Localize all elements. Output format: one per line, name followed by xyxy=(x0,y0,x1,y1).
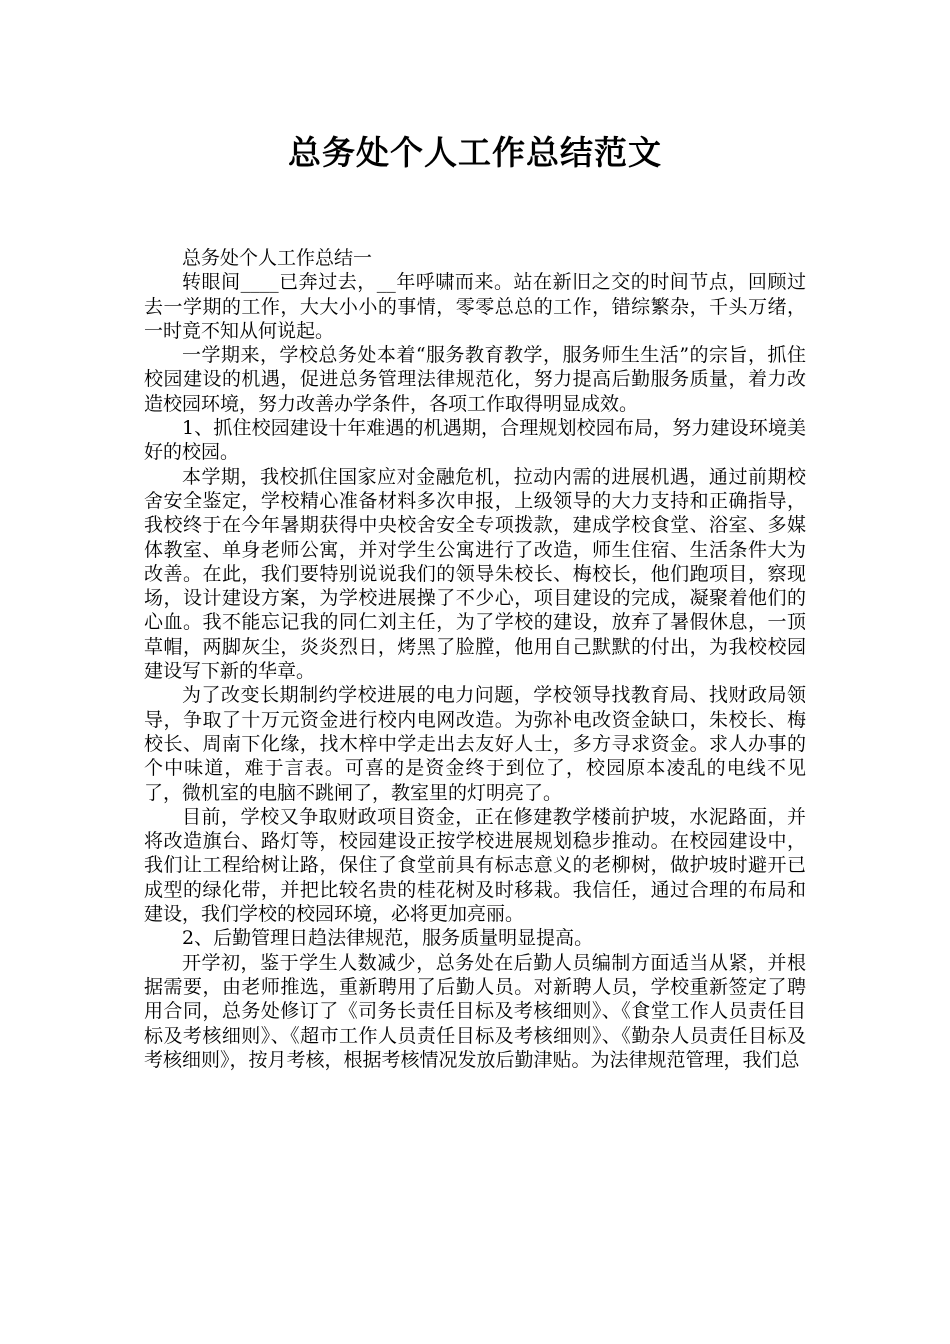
document-body xyxy=(144,246,806,1072)
body-paragraph: 开学初，鉴于学生人数减少，总务处在后勤人员编制方面适当从紧，并根据需要，由老师推选，重新聘用了后勤人员。对新聘人员，学校重新签定了聘用合同，总务处修订了《司务长责任目标及考核细则》、《食堂工作人员责任目标及考核细则》、《超市工作人员责任目标及考核细则》、《勤杂人员责任目标及考核细则》，按月考核，根据考核情况发放后勤津贴。为法律规范管理，我们总 xyxy=(144,951,806,1071)
body-paragraph: 一学期来，学校总务处本着“服务教育教学，服务师生生活”的宗旨，抓住校园建设的机遇，促进总务管理法律规范化，努力提高后勤服务质量，着力改造校园环境，努力改善办学条件，各项工作取得明显成效。 xyxy=(144,344,806,415)
body-paragraph: 转眼间____已奔过去，__年呼啸而来。站在新旧之交的时间节点，回顾过去一学期的工作，大大小小的事情，零零总总的工作，错综繁杂，千头万绪，一时竟不知从何说起。 xyxy=(144,271,806,342)
body-paragraph: 本学期，我校抓住国家应对金融危机，拉动内需的进展机遇，通过前期校舍安全鉴定，学校精心准备材料多次申报，上级领导的大力支持和正确指导，我校终于在今年暑期获得中央校舍安全专项拨款，建成学校食堂、浴室、多媒体教室、单身老师公寓，并对学生公寓进行了改造，师生住宿、生活条件大为改善。在此，我们要特别说说我们的领导朱校长、梅校长，他们跑项目，察现场，设计建设方案，为学校进展操了不少心，项目建设的完成，凝聚着他们的心血。我不能忘记我的同仁刘主任，为了学校的建设，放弃了暑假休息，一顶草帽，两脚灰尘，炎炎烈日，烤黑了脸膛，他用自己默默的付出，为我校校园建设写下新的华章。 xyxy=(144,465,806,683)
body-paragraph: 目前，学校又争取财政项目资金，正在修建教学楼前护坡，水泥路面，并将改造旗台、路灯等，校园建设正按学校进展规划稳步推动。在校园建设中，我们让工程给树让路，保住了食堂前具有标志意义的老柳树，做护坡时避开已成型的绿化带，并把比较名贵的桂花树及时移栽。我信任，通过合理的布局和建设，我们学校的校园环境，必将更加亮丽。 xyxy=(144,805,806,926)
numbered-heading: 1、抓住校园建设十年难遇的机遇期，合理规划校园布局，努力建设环境美好的校园。 xyxy=(144,417,806,464)
body-paragraph: 为了改变长期制约学校进展的电力问题，学校领导找教育局、找财政局领导，争取了十万元资金进行校内电网改造。为弥补电改资金缺口，朱校长、梅校长、周南下化缘，找木梓中学走出去友好人士，多方寻求资金。求人办事的个中味道，难于言表。可喜的是资金终于到位了，校园原本凌乱的电线不见了，微机室的电脑不跳闸了，教室里的灯明亮了。 xyxy=(144,684,806,804)
section-heading: 总务处个人工作总结一 xyxy=(182,247,373,269)
numbered-heading: 2、后勤管理日趋法律规范，服务质量明显提高。 xyxy=(182,927,594,950)
document-title: 总务处个人工作总结范文 xyxy=(288,133,662,172)
